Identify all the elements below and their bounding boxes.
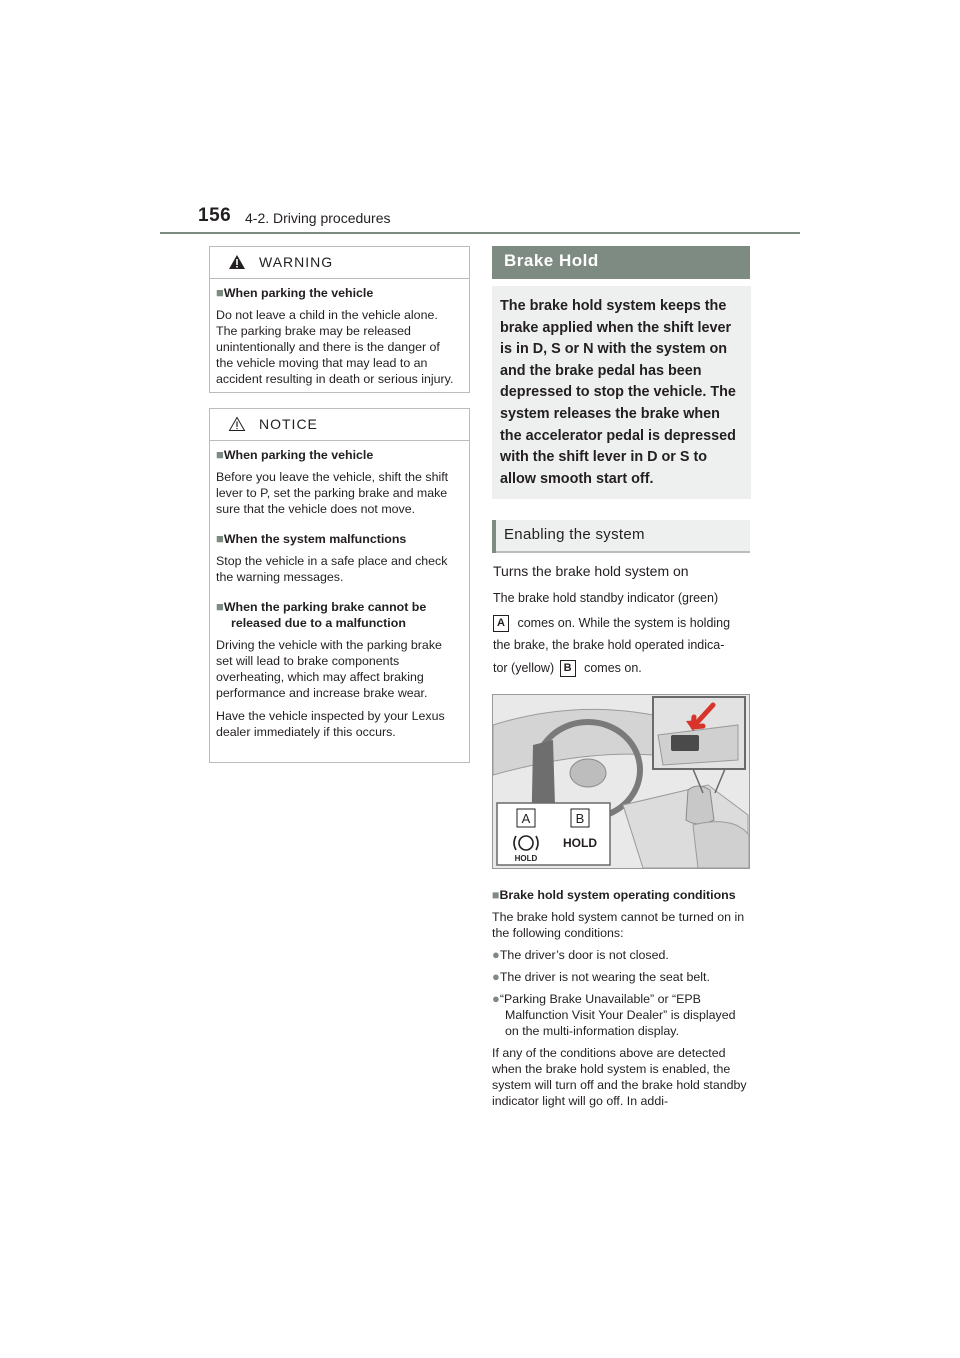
- brake-hold-illustration: [492, 694, 750, 869]
- notice-paragraph-3: Driving the vehicle with the parking brake set will lead to brake components overheating, which may affect braking performance and increase brake wear.: [216, 638, 442, 700]
- brake-hold-heading: Brake Hold: [492, 246, 750, 279]
- enabling-heading: Enabling the system: [492, 520, 750, 553]
- figure-label-a: A: [521, 811, 531, 826]
- conditions-section: [492, 887, 750, 1115]
- hold-large-label: HOLD: [563, 836, 597, 850]
- notice-box: [209, 408, 470, 763]
- hold-small-label: HOLD: [514, 854, 538, 863]
- tag-a: A: [493, 615, 509, 632]
- conditions-heading: ■Brake hold system operating conditions: [492, 888, 736, 902]
- section-title: 4-2. Driving procedures: [245, 210, 391, 226]
- notice-subheading-2: ■When the system malfunctions: [216, 531, 407, 546]
- enabling-line-2: A comes on. While the system is holding: [493, 615, 730, 632]
- intro-text: The brake hold system keeps the brake applied when the shift lever is in D, S or N with the system on and the brake pedal has been depressed to stop the vehicle. The system releases the brake when the accelerator pedal is depressed with the shift lever in D or S to allow smooth start off.: [500, 298, 736, 487]
- notice-paragraph-4: Have the vehicle inspected by your Lexus dealer immediately if this occurs.: [216, 709, 445, 739]
- conditions-intro: The brake hold system cannot be turned on in the following conditions:: [492, 910, 745, 940]
- notice-title: NOTICE: [259, 416, 318, 432]
- interior-drawing: [493, 695, 749, 868]
- warning-triangle-icon: [228, 254, 246, 270]
- notice-subheading-1: ■When parking the vehicle: [216, 447, 374, 462]
- enabling-line-1: The brake hold standby indicator (green): [493, 591, 719, 605]
- warning-subheading: ■When parking the vehicle: [216, 285, 374, 300]
- warning-paragraph: Do not leave a child in the vehicle alone. The parking brake may be released unintentionally and there is the danger of the vehicle moving that may lead to an accident resulting in death or serious injury.: [216, 308, 454, 386]
- page-number: 156: [198, 205, 232, 226]
- notice-header: [210, 409, 469, 441]
- warning-title: WARNING: [259, 254, 334, 270]
- warning-header: [210, 247, 469, 279]
- notice-paragraph-2: Stop the vehicle in a safe place and check the warning messages.: [216, 554, 448, 584]
- enabling-line-3: the brake, the brake hold operated indica-: [493, 638, 725, 652]
- figure-label-b: B: [575, 811, 585, 826]
- header-divider: [160, 232, 800, 234]
- warning-box: [209, 246, 470, 393]
- condition-item: ●The driver is not wearing the seat belt.: [492, 969, 710, 984]
- enabling-line-4: tor (yellow) B comes on.: [493, 660, 642, 677]
- heading-stripe: [492, 520, 496, 553]
- conditions-closing: If any of the conditions above are detected when the brake hold system is enabled, the system will turn off and the brake hold standby indicator light will go off. In addi-: [492, 1046, 747, 1108]
- step-text: Turns the brake hold system on: [493, 563, 689, 579]
- notice-paragraph-1: Before you leave the vehicle, shift the shift lever to P, set the parking brake and make sure that the vehicle does not move.: [216, 470, 449, 516]
- condition-item: ●The driver’s door is not closed.: [492, 947, 669, 962]
- notice-subheading-3: ■When the parking brake cannot be released due to a malfunction: [216, 599, 427, 630]
- condition-item: ●“Parking Brake Unavailable” or “EPB Malfunction Visit Your Dealer” is displayed on the multi-information display.: [492, 991, 736, 1038]
- caution-triangle-icon: [228, 416, 246, 432]
- tag-b: B: [560, 660, 576, 677]
